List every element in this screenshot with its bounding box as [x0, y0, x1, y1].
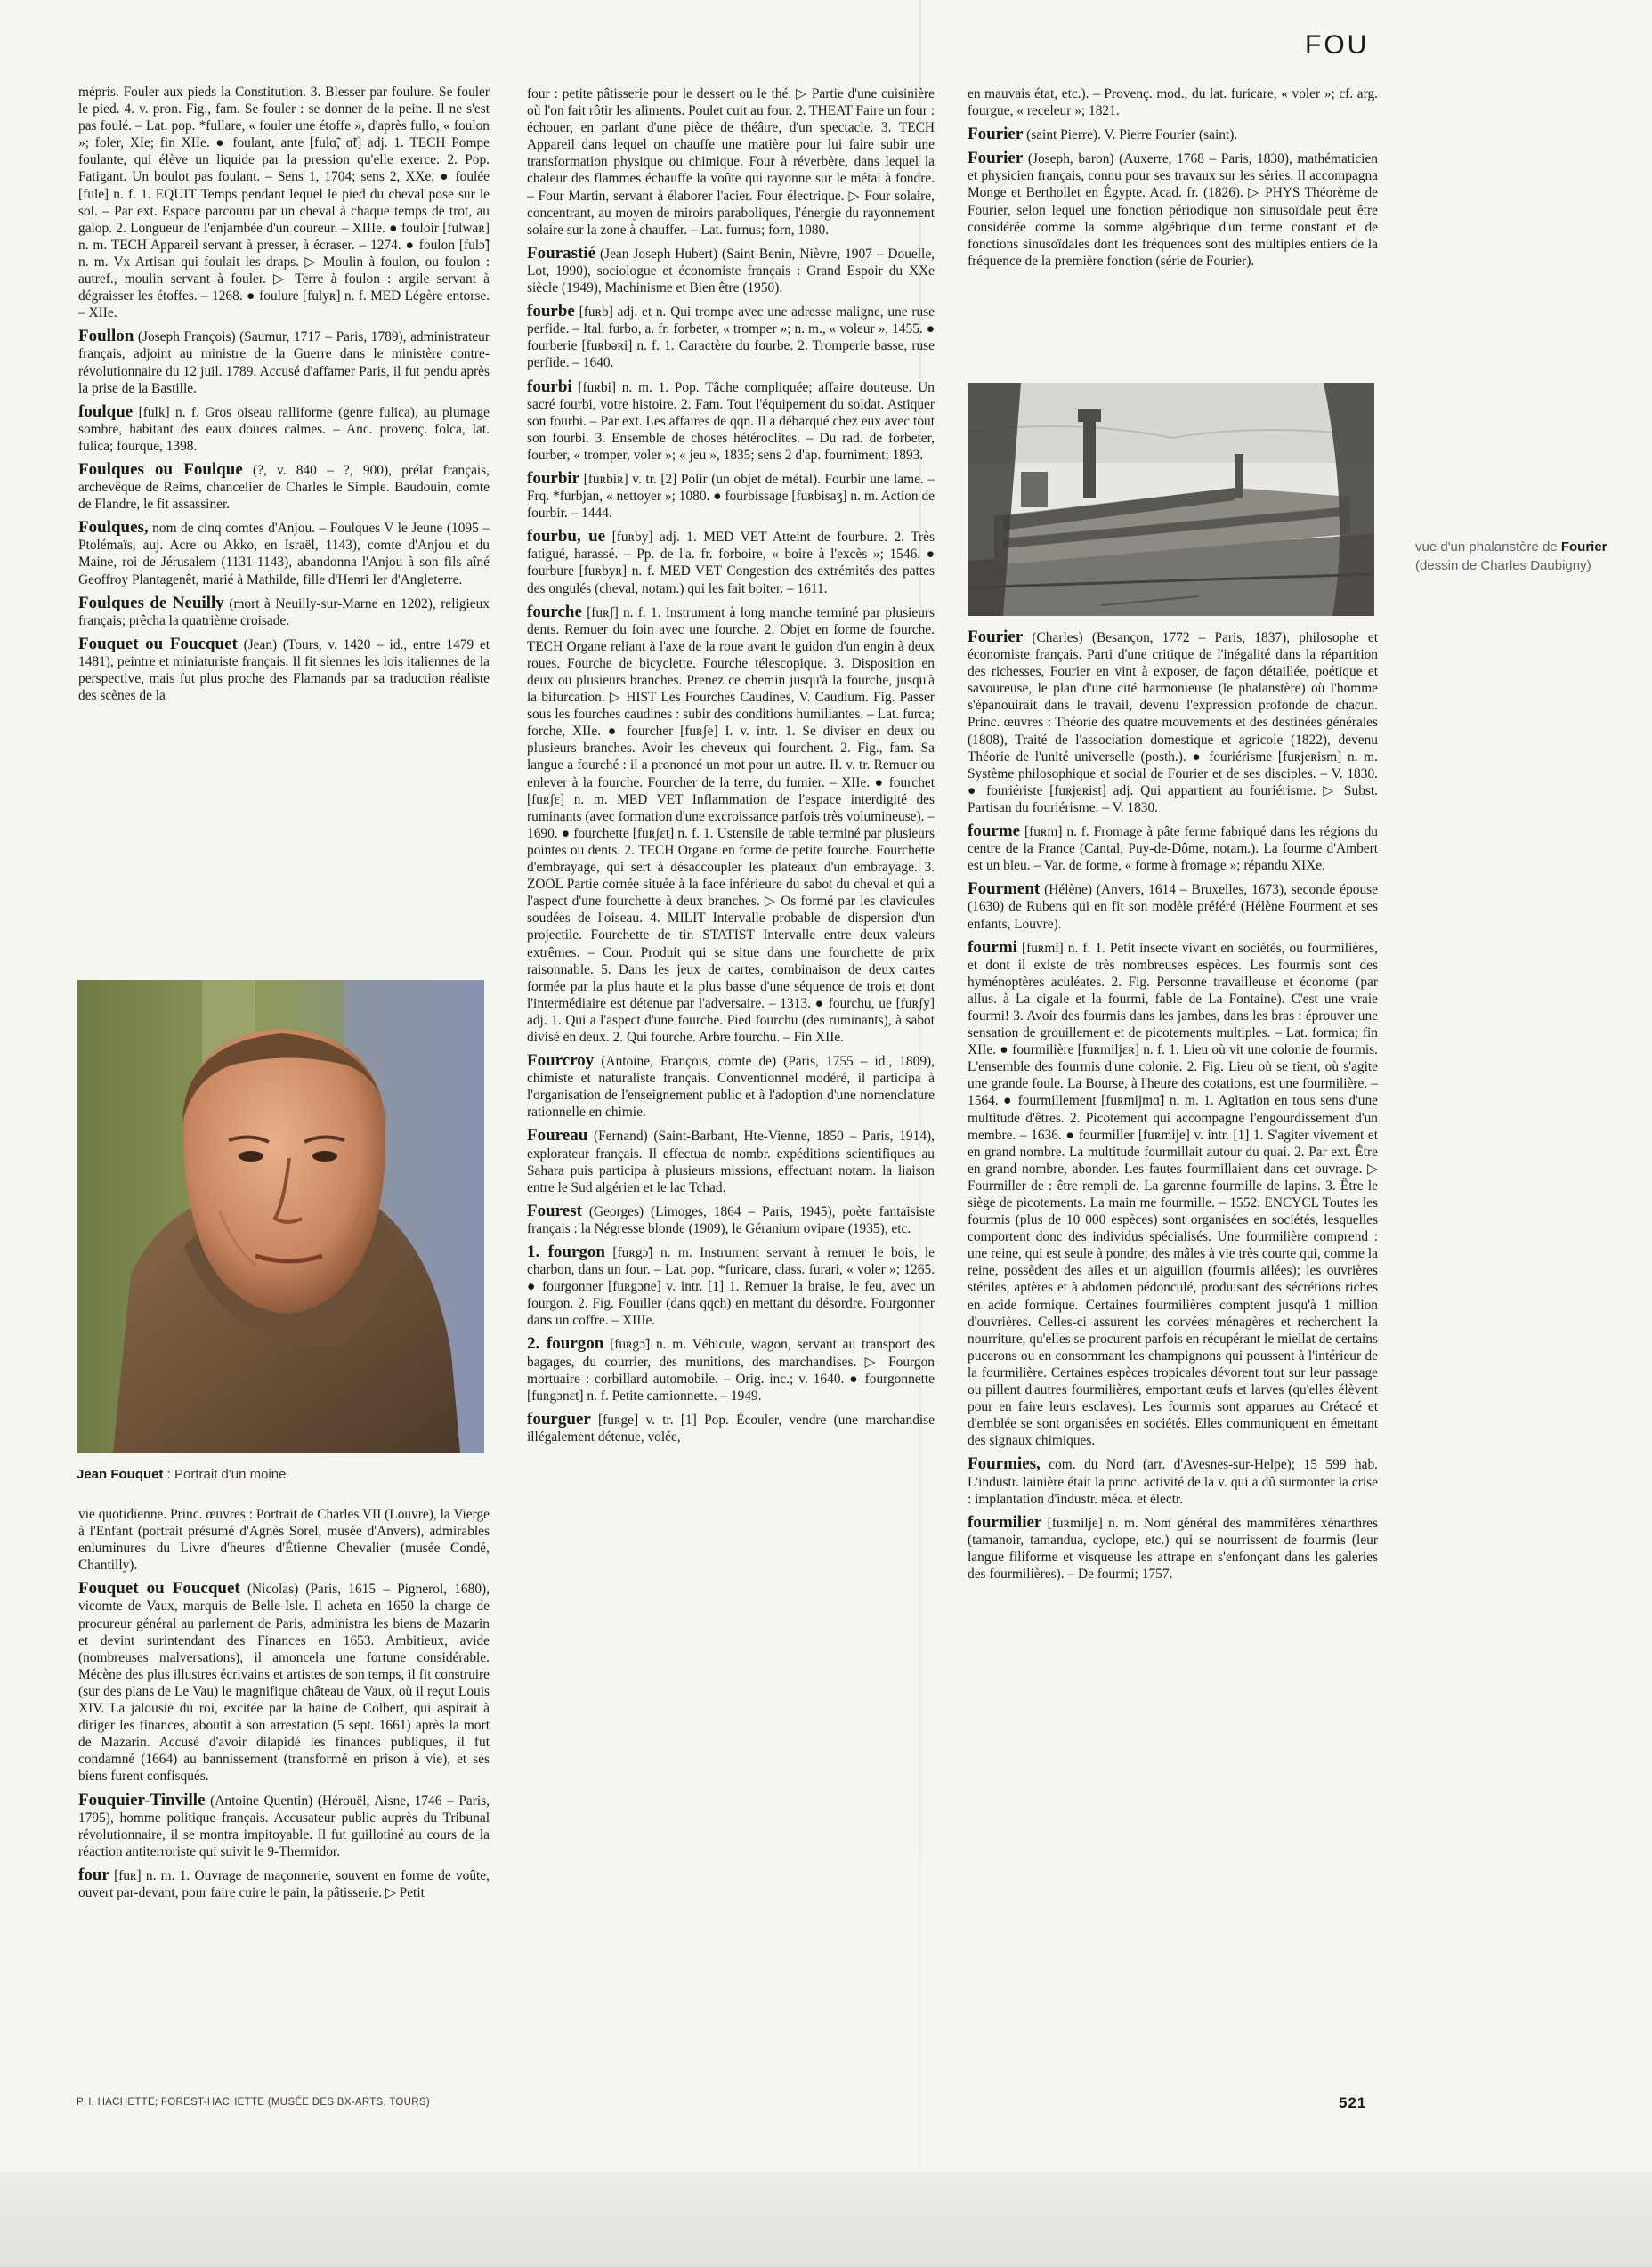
- entry-headword: Foulques de Neuilly: [78, 593, 224, 612]
- dictionary-entry: [78, 636, 490, 704]
- entry-headword: Fourcroy: [527, 1051, 595, 1071]
- entry-definition: (Charles) (Besançon, 1772 – Paris, 1837), philosophe et économiste français. Parti d'une critique de l'inégalité dans la répartition des richesses, Fourier en vint à exposer, de façon détaillée, poétique et savoureuse, le plan d'une cité harmonieuse (le phalanstère) où l'homme s'épanouirait dans le travail, devenu l'expression profonde de chacun. Princ. œuvres : Théorie des quatre mouvements et des destinées générales (1808), Traité de l'association domestique et agricole (1822), devenu Théorie de l'unité universelle (posth.). ● fouriérisme [fuʀjeʀism] n. m. Système philosophique et social de Fourier et de ses disciples. – V. 1830. ● fouriériste [fuʀjeʀist] adj. Qui appartient au fouriérisme. ▷ Subst. Partisan du fouriérisme. – V. 1830.: [968, 630, 1378, 815]
- entry-headword: Foullon: [78, 327, 134, 346]
- dictionary-entry: [968, 628, 1378, 816]
- dictionary-entry: [527, 1127, 935, 1195]
- entry-definition: (Antoine Quentin) (Hérouël, Aisne, 1746 – Paris, 1795), homme politique français. Accusateur public auprès du Tribunal révolutionnaire, il se montra impitoyable. Il fut guillotiné au cours de la réaction antiterroriste qui suivit le 9-Thermidor.: [78, 1793, 490, 1859]
- entry-definition: (Jean) (Tours, v. 1420 – id., entre 1479 et 1481), peintre et miniaturiste français. Il fit siennes les lois italiennes de la perspective, mais fut plus proche des Flamands par sa traduction réaliste des scènes de la: [78, 636, 490, 704]
- dictionary-entry: [527, 603, 935, 1046]
- dictionary-entry: [527, 1243, 935, 1329]
- entry-definition: (Fernand) (Saint-Barbant, Hte-Vienne, 1850 – Paris, 1914), explorateur français. Il effectua de nombr. expéditions scientifiques au Sahara puis participa à plusieurs missions, effectuant notam. la liaison entre le Sud algérien et le lac Tchad.: [527, 1129, 935, 1195]
- dictionary-entry: [527, 245, 935, 296]
- dictionary-entry: [968, 125, 1378, 143]
- column-1-top: [78, 84, 490, 970]
- caption-text-after: (dessin de Charles Daubigny): [1415, 558, 1591, 573]
- dictionary-entry: [968, 1514, 1378, 1583]
- entry-headword: Foulques,: [78, 518, 149, 538]
- dictionary-entry: [78, 461, 490, 513]
- entry-headword: Fourier: [968, 125, 1024, 144]
- entry-headword: Fouquet ou Foucquet: [78, 634, 238, 653]
- entry-definition: [fuʀgɔ̃] n. m. Véhicule, wagon, servant au transport des bagages, du courrier, des munitions, des marchandises. ▷ Fourgon mortuaire : corbillard automobile. – Orig. inc.; v. 1640. ● fourgonnette [fuʀgɔnɛt] n. f. Petite camionnette. – 1949.: [527, 1337, 935, 1404]
- entry-definition: [fuʀmilje] n. m. Nom général des mammifères xénarthres (tamanoir, tamandua, cyclope, etc.) qui se nourrissent de fourmis (leur langue filiforme et visqueuse les attrape en s'enfonçant dans les galeries des fourmilières). – De fourmi; 1757.: [968, 1515, 1378, 1582]
- page-bottom-shadow: [0, 2172, 1652, 2267]
- entry-headword: Foureau: [527, 1126, 588, 1146]
- dictionary-entry: [78, 328, 490, 396]
- portrait-caption: [77, 1467, 286, 1482]
- entry-definition: (Joseph, baron) (Auxerre, 1768 – Paris, 1830), mathématicien et physicien français, connu pour ses travaux sur les séries. Il accompagna Monge et Berthollet en Égypte. Acad. fr. (1826). ▷ PHYS Théorème de Fourier, selon lequel une fonction périodique non sinusoïdale peut être considérée comme la somme algébrique d'un terme constant et de fonctions sinusoïdales dont les fréquences sont des multiples entiers de la fréquence de la première fonction (série de Fourier).: [968, 151, 1378, 269]
- entry-definition: [fulk] n. f. Gros oiseau ralliforme (genre fulica), au plumage sombre, habitant des eaux douces calmes. – Anc. provenç. folca, lat. fulica; fourque, 1398.: [78, 404, 490, 454]
- entry-headword: Fouquier-Tinville: [78, 1790, 206, 1810]
- entry-definition: [fuʀ] n. m. 1. Ouvrage de maçonnerie, souvent en forme de voûte, ouvert par-devant, pour faire cuire le pain, la pâtisserie. ▷ Petit: [78, 1867, 490, 1900]
- entry-headword: 2. fourgon: [527, 1334, 604, 1354]
- entry-headword: fourbu, ue: [527, 527, 606, 547]
- entry-definition: vie quotidienne. Princ. œuvres : Portrait de Charles VII (Louvre), la Vierge à l'Enfant (portrait présumé d'Agnès Sorel, musée d'Anvers), admirables enluminures du Livre d'heures d'Étienne Chevalier (musée Condé, Chantilly).: [78, 1507, 490, 1574]
- entry-definition: (mort à Neuilly-sur-Marne en 1202), religieux français; prêcha la quatrième croisade.: [78, 595, 490, 628]
- dictionary-entry: [527, 1202, 935, 1237]
- entry-definition: mépris. Fouler aux pieds la Constitution. 3. Blesser par foulure. Se fouler le pied. 4. v. pron. Fig., fam. Se fouler : se donner de la peine. Il ne s'est pas foulé. – Lat. pop. *fullare, « fouler une étoffe », d'après fullo, « foulon »; foler, XIe; fin XIIe. ● foulant, ante [fulɑ̃, ɑ̃t] adj. 1. TECH Pompe foulante, qui élève un liquide par la pression qu'elle exerce. 2. Pop. Fatigant. Un boulot pas foulant. – Sens 1, 1704; sens 2, XXe. ● foulée [fule] n. f. 1. EQUIT Temps pendant lequel le pied du cheval pose sur le sol. – Par ext. Espace parcouru par un cheval à chaque temps de trot, au galop. 2. Longueur de l'enjambée d'un coureur. – XIIIe. ● fouloir [fulwaʀ] n. m. TECH Appareil servant à presser, à écraser. – 1274. ● foulon [fulɔ̃] n. m. Vx Artisan qui foulait les draps. ▷ Moulin à foulon, ou foulon : autref., moulin servant à fouler. ▷ Terre à foulon : argile servant à dégraisser les étoffes. – 1268. ● foulure [fulyʀ] n. f. MED Légère entorse. – XIIe.: [78, 85, 490, 321]
- dictionary-entry: [527, 528, 935, 596]
- dictionary-entry: [527, 85, 935, 239]
- entry-definition: [fuʀb] adj. et n. Qui trompe avec une adresse maligne, une ruse perfide. – Ital. furbo, a. fr. forbeter, « tromper »; n. m., « voleur », 1455. ● fourberie [fuʀbəʀi] n. f. 1. Caractère du fourbe. 2. Tromperie basse, ruse perfide. – 1640.: [527, 304, 935, 371]
- caption-text-before: vue d'un phalanstère de: [1415, 539, 1561, 555]
- entry-headword: fourguer: [527, 1409, 591, 1429]
- entry-headword: fourbi: [527, 376, 572, 396]
- entry-definition: [fuʀmi] n. f. 1. Petit insecte vivant en sociétés, ou fourmilières, et dont il existe de très nombreuses espèces. Les fourmis sont des hyménoptères aculéates. 2. Fig. Personne travailleuse et économe (par allus. à La cigale et la fourmi, fable de La Fontaine). C'est une vraie fourmi! 3. Avoir des fourmis dans les jambes, dans les bras : éprouver une sensation de grouillement et de picotements multiples. – Lat. formica; fin XIIe. ● fourmilière [fuʀmiljɛʀ] n. f. 1. Lieu où vit une colonie de fourmis. L'ensemble des fourmis d'une colonie. 2. Fig. Lieu où se tient, où s'agite une grande foule. La Bourse, à l'heure des cotations, est une fourmilière. – 1564. ● fourmillement [fuʀmijmɑ̃] n. m. 1. Agitation en tous sens d'une multitude d'êtres. 2. Picotement qui accompagne l'engourdissement d'un membre. – 1636. ● fourmiller [fuʀmije] v. intr. [1] 1. S'agiter vivement et en grand nombre. La multitude fourmillait autour du quai. 2. Par ext. Être en grand nombre, abonder. Les fautes fourmillaient dans cet ouvrage. ▷ Fourmiller de : être rempli de. La garenne fourmille de lapins. 3. Être le siège de picotements. La main me fourmille. – 1552. ENCYCL Toutes les fourmis (plus de 10 000 espèces) sont organisées en sociétés, lesquelles comportent donc des individus spécialisés. Une fourmilière comprend : une reine, qui est seule à pondre; des mâles à vie très courte qui, comme la reine, possèdent des ailes et un aiguillon (fourmis ailées); les ouvrières stériles, aptères et à abdomen pédonculé, produisant des sécrétions riches en acide formique. Certaines fourmilières comptent jusqu'à 1 million d'ouvrières. Celles-ci assurent les corvées ménagères et recherchent la nourriture, qu'elles se procurent parfois en récupérant le miellat de certains pucerons ou en consommant les champignons qui poussent à l'intérieur de la fourmilière. Certaines espèces tropicales dévorent tout sur leur passage ou pillent d'autres fourmilières, emportant œufs et larves (qu'elles élèvent pour en faire leurs esclaves). Les fourmis sont apparues au Crétacé et d'emblée se sont organisées en sociétés. Elles communiquent en émettant des signaux chimiques.: [968, 940, 1378, 1449]
- dictionary-entry: [527, 1335, 935, 1404]
- entry-headword: fourmilier: [968, 1512, 1042, 1532]
- entry-headword: Fourastié: [527, 243, 596, 263]
- entry-definition: [fuʀge] v. tr. [1] Pop. Écouler, vendre (une marchandise illégalement détenue, volée,: [527, 1412, 935, 1445]
- phalanstere-engraving-image: [968, 383, 1374, 616]
- entry-headword: Fourier: [968, 149, 1024, 168]
- photo-credit: PH. HACHETTE; FOREST-HACHETTE (MUSÉE DES BX-ARTS, TOURS): [77, 2097, 430, 2108]
- entry-definition: [fuʀby] adj. 1. MED VET Atteint de fourbure. 2. Très fatigué, harassé. – Pp. de l'a. fr. forboire, « boire à l'excès »; 1546. ● fourbure [fuʀbyʀ] n. f. MED VET Congestion des extrémités des pattes des ongulés (cheval, notam.) qui les fait boiter. – 1611.: [527, 530, 935, 596]
- entry-definition: [fuʀgɔ̃] n. m. Instrument servant à remuer le bois, le charbon, dans un four. – Lat. pop. *furicare, class. furari, « voler »; 1265. ● fourgonner [fuʀgɔne] v. intr. [1] 1. Remuer la braise, le feu, avec un fourgon. 2. Fig. Fouiller (dans qqch) en mettant du désordre. Fourgonner dans un coffre. – XIIIe.: [527, 1245, 935, 1329]
- entry-definition: (Hélène) (Anvers, 1614 – Bruxelles, 1673), seconde épouse (1630) de Rubens qui en fit son modèle préféré (Hélène Fourment et ses enfants, Louvre).: [968, 882, 1378, 932]
- column-1-bottom: [78, 1506, 490, 2088]
- entry-headword: 1. fourgon: [527, 1243, 605, 1261]
- dictionary-entry: [78, 1506, 490, 1574]
- entry-headword: foulque: [78, 401, 134, 421]
- dictionary-entry: [78, 1866, 490, 1901]
- entry-headword: Fourest: [527, 1201, 582, 1220]
- dictionary-entry: [968, 150, 1378, 270]
- entry-headword: Fourier: [968, 628, 1024, 646]
- entry-definition: nom de cinq comtes d'Anjou. – Foulques V le Jeune (1095 – Ptolémaïs, auj. Acre ou Akko, en Israël, 1143), comte d'Anjou et du Maine, roi de Jérusalem (1131-1143), abandonna l'Anjou à son fils aîné Geoffroy Plantagenêt, marié à Mathilde, fille d'Henri Ier d'Angleterre.: [78, 521, 490, 587]
- entry-headword: Fouquet ou Foucquet: [78, 1579, 240, 1599]
- dictionary-entry: [527, 303, 935, 371]
- phalanstere-caption: [1415, 538, 1611, 575]
- entry-definition: [fuʀʃ] n. f. 1. Instrument à long manche terminé par plusieurs dents. Remuer du foin avec une fourche. 2. Objet en forme de fourche. TECH Organe reliant à l'axe de la roue avant le guidon d'un engin à deux roues. Fourche de bicyclette. Fourche télescopique. 3. Disposition en deux ou plusieurs branches. Prenez ce chemin jusqu'à la fourche, jusqu'à la bifurcation. ▷ HIST Les Fourches Caudines, V. Caudium. Fig. Passer sous les fourches caudines : subir des conditions humiliantes. – Lat. furca; forche, XIIe. ● fourcher [fuʀʃe] I. v. intr. 1. Se diviser en deux ou plusieurs branches. Avoir les cheveux qui fourchent. 2. Fig., fam. Sa langue a fourché : il a prononcé un mot pour un autre. II. v. tr. Remuer ou enlever à la fourche. Fourcher de la terre, du fumier. – XIIe. ● fourchet [fuʀʃɛ] n. m. MED VET Inflammation de l'espace interdigité des ruminants (avec formation d'une excroissance parfois très volumineuse). – 1690. ● fourchette [fuʀʃɛt] n. f. 1. Ustensile de table terminé par plusieurs pointes ou dents. 2. TECH Organe en forme de petite fourche. Fourchette d'embrayage, qui sert à désaccoupler les plateaux d'un embrayage. 3. ZOOL Partie cornée située à la face inférieure du sabot du cheval et qui a l'aspect d'une fourchette à deux branches. ▷ Os formé par les clavicules soudées de l'oiseau. 4. MILIT Intervalle probable de dispersion d'un projectile. Fourchette de tir. STATIST Intervalle entre deux valeurs extrêmes. – Cour. Produit qui se situe dans une fourchette de prix raisonnable. 5. Dans les jeux de cartes, combinaison de deux cartes formée par la plus haute et la plus basse d'une séquence de trois et dont l'intermédiaire est détenue par l'adversaire. – 1313. ● fourchu, ue [fuʀʃy] adj. 1. Qui a l'aspect d'une fourche. Pied fourchu (des ruminants), à sabot divisé en deux. 2. Qui fourche. Arbre fourchu. – Fin XIIe.: [527, 604, 935, 1045]
- caption-text: : Portrait d'un moine: [163, 1467, 287, 1482]
- entry-definition: [fuʀbiʀ] v. tr. [2] Polir (un objet de métal). Fourbir une lame. – Frq. *furbjan, « nettoyer »; 1080. ● fourbissage [fuʀbisaʒ] n. m. Action de fourbir. – 1444.: [527, 471, 935, 522]
- page-number: 521: [1339, 2094, 1367, 2111]
- portrait-figure: [77, 980, 484, 1453]
- phalanstere-figure: [968, 383, 1374, 616]
- entry-definition: (Joseph François) (Saumur, 1717 – Paris, 1789), administrateur français, adjoint au ministre de la Guerre dans le ministère contre-révolutionnaire du 12 juil. 1789. Accusé d'affamer Paris, il fut pendu après la prise de la Bastille.: [78, 329, 490, 396]
- caption-name: Jean Fouquet: [77, 1467, 164, 1482]
- entry-definition: (Nicolas) (Paris, 1615 – Pignerol, 1680), vicomte de Vaux, marquis de Belle-Isle. Il acheta en 1650 la charge de procureur général au parlement de Paris, administra les biens de Mazarin et devint surintendant des Finances en 1653. Ambitieux, avide (nombreuses malversations), il amoncela une fortune considérable. Mécène des plus illustres écrivains et artistes de son temps, il fit construire (sur des plans de Le Vau) le magnifique château de Vaux, où il reçut Louis XIV. La jalousie du roi, excitée par la haine de Colbert, qui aspirait à diriger les finances, aboutit à son arrestation (5 sept. 1661) après la mort de Mazarin. Accusé d'avoir dilapidé les finances publiques, il fut condamné (1664) au bannissement (transformé en prison à vie), et ses biens furent confisqués.: [78, 1582, 490, 1785]
- dictionary-entry: [527, 1052, 935, 1121]
- running-head: FOU: [1305, 30, 1370, 60]
- entry-headword: four: [78, 1865, 109, 1884]
- entry-definition: (Jean Joseph Hubert) (Saint-Benin, Nièvre, 1907 – Douelle, Lot, 1990), sociologue et économiste français : Grand Espoir du XXe siècle (1949), Machinisme et Bien être (1950).: [527, 246, 935, 296]
- caption-name: Fourier: [1560, 539, 1607, 555]
- entry-headword: fourbe: [527, 302, 575, 321]
- dictionary-entry: [78, 1792, 490, 1860]
- entry-definition: [fuʀbi] n. m. 1. Pop. Tâche compliquée; affaire douteuse. Un sacré fourbi, votre histoire. 2. Fam. Tout l'équipement du soldat. Astiquer son fourbi. – Par ext. Les affaires de qqn. Il a débarqué chez eux avec tout son fourbi. 3. Ensemble de choses hétéroclites. – Du rad. de forbeter, fourber, « tromper, voler »; « jeu », 1835; sens 2 d'ap. fourniment; 1893.: [527, 379, 935, 463]
- entry-headword: fourme: [968, 822, 1021, 841]
- entry-definition: (saint Pierre). V. Pierre Fourier (saint).: [1023, 127, 1238, 143]
- entry-definition: (?, v. 840 – ?, 900), prélat français, archevêque de Reims, chancelier de Charles le Simple. Baudouin, comte de Flandre, le fit assassiner.: [78, 462, 490, 513]
- dictionary-entry: [78, 519, 490, 587]
- column-3-top: [968, 85, 1378, 377]
- dictionary-entry: [968, 85, 1378, 119]
- dictionary-entry: [968, 939, 1378, 1450]
- dictionary-entry: [78, 84, 490, 321]
- dictionary-entry: [527, 378, 935, 464]
- entry-definition: [fuʀm] n. f. Fromage à pâte ferme fabriqué dans les régions du centre de la France (Cantal, Puy-de-Dôme, notam.). La fourme d'Ambert est un bleu. – Var. de forme, « forme à fromage »; répandu XIXe.: [968, 824, 1378, 874]
- column-2: [527, 85, 935, 2090]
- dictionary-entry: [527, 1411, 935, 1445]
- entry-definition: com. du Nord (arr. d'Avesnes-sur-Helpe); 15 599 hab. L'industr. lainière était la princ. activité de la v. qui a dû surmonter la crise : implantation d'industr. méca. et électr.: [968, 1457, 1378, 1507]
- dictionary-entry: [78, 1580, 490, 1785]
- entry-headword: Fourment: [968, 879, 1041, 899]
- entry-definition: (Antoine, François, comte de) (Paris, 1755 – id., 1809), chimiste et naturaliste français. Conventionnel modéré, il participa à l'organisation de l'enseignement public et à l'adoption d'une nomenclature rationnelle en chimie.: [527, 1054, 935, 1121]
- entry-headword: Fourmies,: [968, 1454, 1041, 1474]
- dictionary-entry: [968, 880, 1378, 932]
- dictionary-entry: [968, 822, 1378, 874]
- dictionary-entry: [968, 1455, 1378, 1507]
- entry-headword: fourbir: [527, 468, 580, 488]
- entry-definition: (Georges) (Limoges, 1864 – Paris, 1945), poète fantaisiste français : la Négresse blonde (1909), le Géranium ovipare (1935), etc.: [527, 1203, 935, 1236]
- entry-headword: fourmi: [968, 937, 1017, 957]
- entry-definition: en mauvais état, etc.). – Provenç. mod., du lat. furicare, « voler »; cf. arg. fourgue, « receleur »; 1821.: [968, 86, 1378, 119]
- entry-headword: Foulques ou Foulque: [78, 459, 243, 479]
- dictionary-entry: [78, 403, 490, 455]
- column-3-bottom: [968, 628, 1378, 2090]
- entry-definition: four : petite pâtisserie pour le dessert ou le thé. ▷ Partie d'une cuisinière où l'on fait rôtir les aliments. Poulet cuit au four. 2. THEAT Faire un four : échouer, en parlant d'une pièce de théâtre, d'un spectacle. 3. TECH Appareil dans lequel on chauffe une matière pour lui faire subir une transformation physique ou chimique. Four à réverbère, dans lequel la chaleur des flammes échauffe la voûte qui rayonne sur le métal à fondre. – Four Martin, servant à élaborer l'acier. Four électrique. ▷ Four solaire, concentrant, au moyen de miroirs paraboliques, l'énergie du rayonnement solaire sur la zone à chauffer. – Lat. furnus; forn, 1080.: [527, 86, 935, 238]
- dictionary-entry: [527, 470, 935, 522]
- entry-headword: fourche: [527, 602, 582, 621]
- dictionary-entry: [78, 595, 490, 629]
- monk-portrait-image: [77, 980, 484, 1453]
